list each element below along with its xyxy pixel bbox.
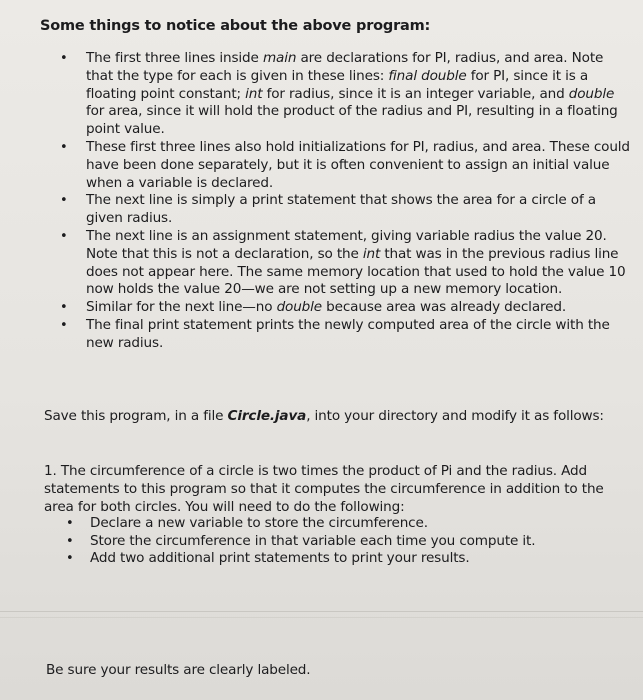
text-run: are declarations for PI, radius, and area. Note that the type for each is given in these lines: — [86, 50, 604, 84]
note-item — [60, 228, 632, 299]
emphasis-text: double — [276, 299, 322, 316]
note-item — [60, 192, 632, 228]
labeled-note: Be sure your results are clearly labeled. — [46, 662, 311, 678]
circumference-task: 1. The circumference of a circle is two times the product of Pi and the radius. Add statements to this program so that it computes the circumference in addition to the area for both circles. You will need to do the following: — [44, 463, 604, 515]
file-name: Circle.java — [227, 408, 307, 424]
note-item — [60, 317, 632, 353]
task-item: • Declare a new variable to store the circumference. — [66, 515, 606, 533]
task-item: • Add two additional print statements to print your results. — [66, 550, 606, 568]
notes-list — [60, 50, 632, 353]
text-run: The next line is simply a print statement that shows the area for a circle of a given radius. — [86, 192, 596, 227]
task-list — [66, 515, 606, 568]
note-item — [60, 139, 632, 192]
note-item — [60, 50, 632, 139]
text-run: The final print statement prints the newly computed area of the circle with the new radius. — [86, 316, 610, 351]
text-run: for area, since it will hold the product of the radius and PI, resulting in a floating point value. — [86, 103, 618, 138]
text-run: because area was already declared. — [322, 299, 566, 316]
text-run: that was in the previous radius line does not appear here. The same memory location that used to hold the value 10 now holds the value 20—we are not setting up a new memory location. — [86, 245, 626, 298]
emphasis-text: int — [245, 85, 263, 102]
emphasis-text: main — [262, 50, 297, 66]
section-heading: Some things to notice about the above program: — [40, 18, 431, 34]
emphasis-text: double — [568, 85, 615, 102]
text-run: The next line is an assignment statement, giving variable radius the value 20. Note that this is not a declaration, so the — [86, 227, 607, 262]
divider — [0, 611, 643, 612]
divider — [0, 617, 643, 618]
emphasis-text: int — [362, 245, 381, 262]
text-run: for PI, since it is a floating point constant; — [86, 67, 589, 102]
text-run: The first three lines inside — [86, 50, 263, 66]
text-run: These first three lines also hold initializations for PI, radius, and area. These could have been done separately, but it is often convenient to assign an initial value when a variable is declared. — [86, 138, 630, 191]
text-run: for radius, since it is an integer variable, and — [262, 85, 569, 102]
emphasis-text: final double — [388, 67, 467, 84]
task-item: • Store the circumference in that variable each time you compute it. — [66, 533, 606, 551]
save-text-before: Save this program, in a file — [44, 408, 228, 424]
text-run: Similar for the next line—no — [86, 299, 277, 316]
save-instruction — [44, 408, 634, 426]
save-text-after: , into your directory and modify it as follows: — [306, 408, 604, 424]
note-item — [60, 299, 632, 317]
